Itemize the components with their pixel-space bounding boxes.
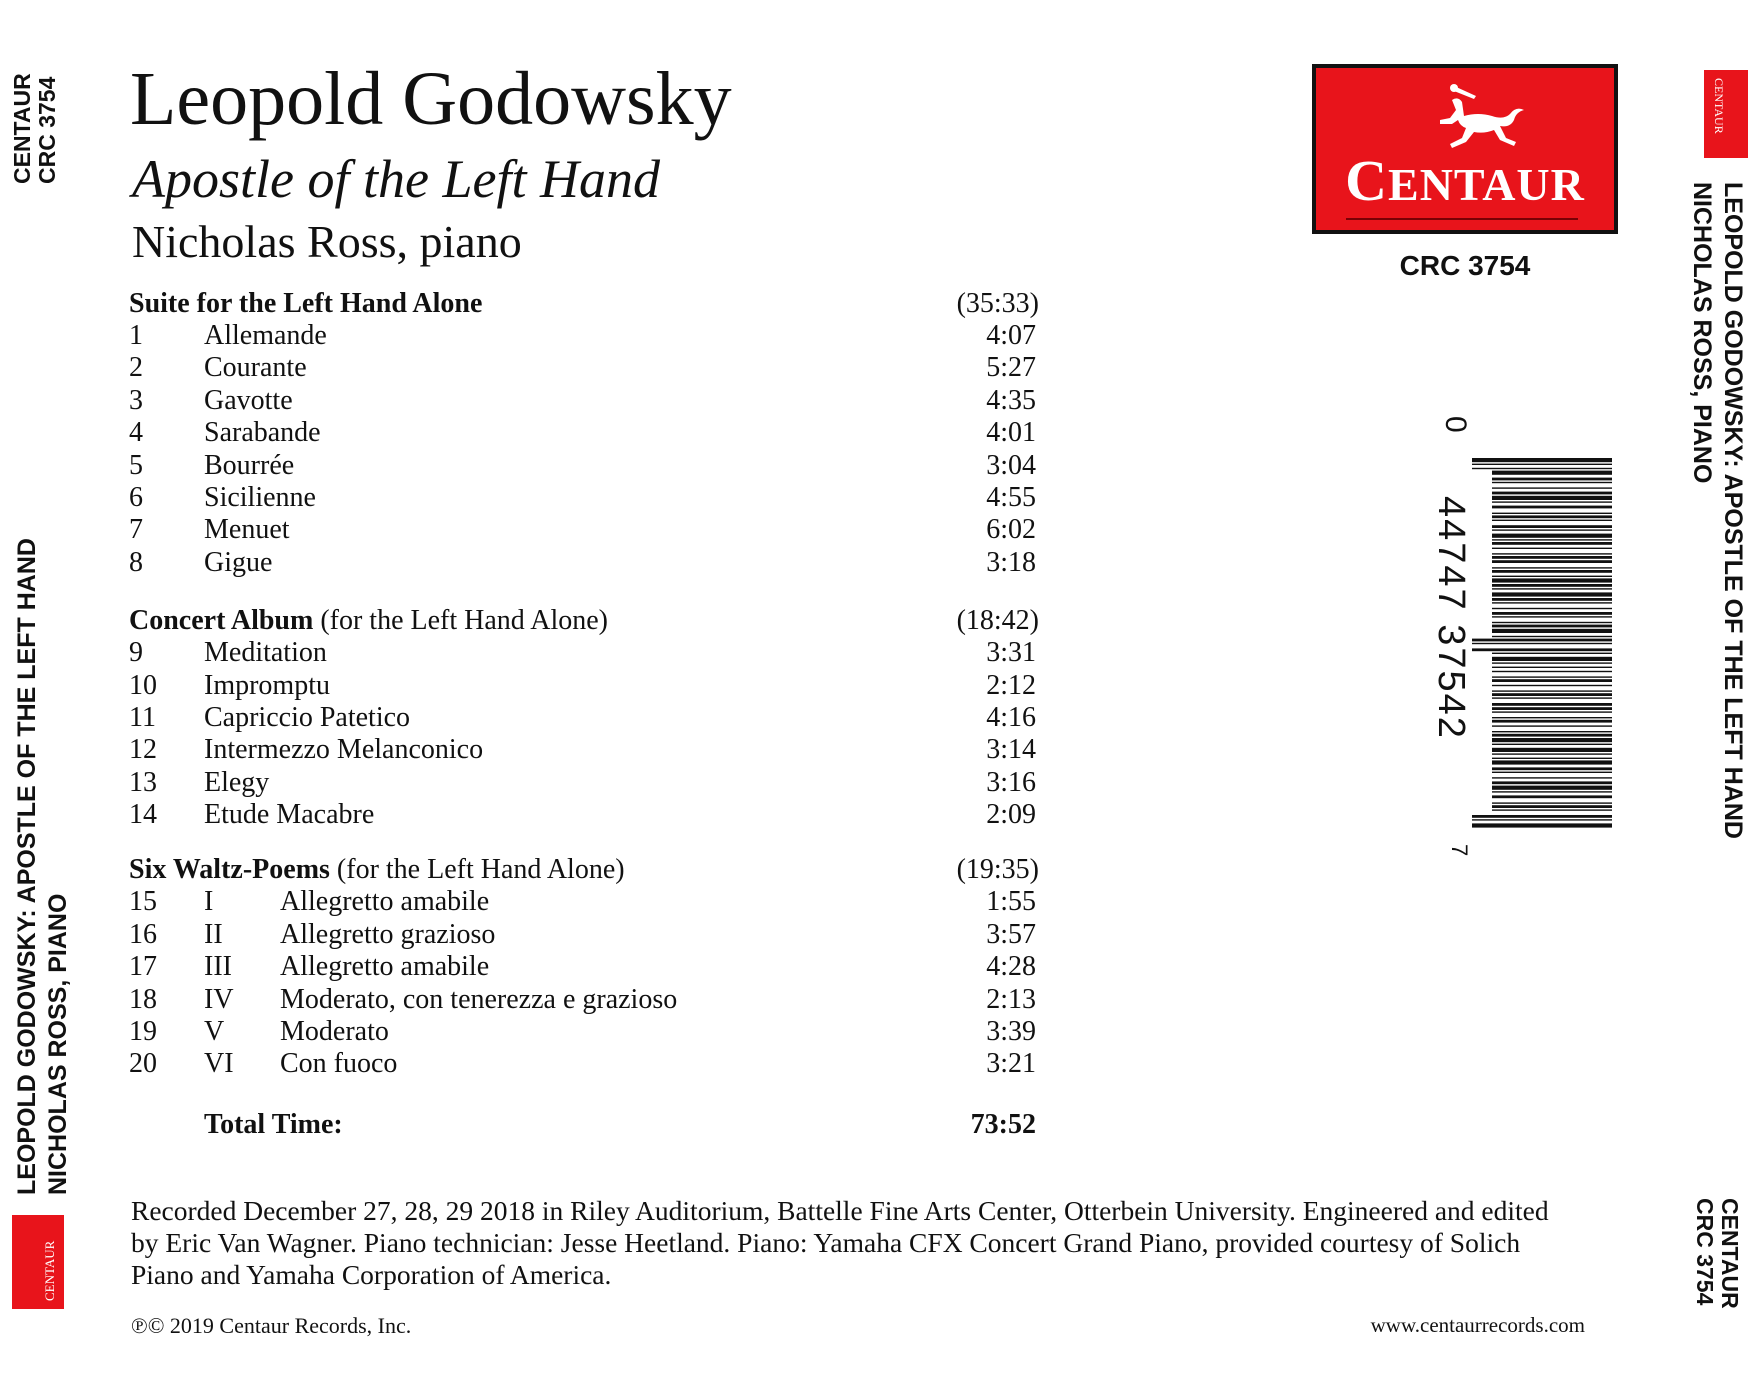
barcode-bar (1492, 548, 1612, 549)
barcode-bar (1492, 520, 1612, 521)
barcode-bar (1492, 744, 1612, 745)
track-title: Meditation (204, 637, 327, 669)
barcode-bar (1492, 534, 1612, 538)
track-duration: 4:28 (986, 951, 1036, 983)
track-title: Allegretto amabile (280, 951, 490, 983)
barcode-bar (1472, 819, 1612, 820)
concert-album-track-list (129, 637, 1039, 831)
track-roman: I (204, 886, 214, 918)
barcode-bar (1492, 697, 1612, 698)
logo-initial: C (1345, 148, 1389, 213)
track-title: Capriccio Patetico (204, 701, 411, 733)
barcode-bar (1492, 711, 1612, 712)
track-number: 8 (129, 546, 143, 578)
barcode-bar (1492, 622, 1612, 623)
barcode-bar (1492, 578, 1612, 582)
spine-left-title-line2: NICHOLAS ROSS, PIANO (44, 893, 72, 1195)
track-number: 18 (129, 983, 157, 1015)
performer: Nicholas Ross, piano (132, 216, 522, 267)
barcode-bar (1492, 662, 1612, 663)
barcode-bar (1492, 539, 1612, 540)
total-time-label: Total Time: (204, 1108, 343, 1140)
track-number: 11 (129, 701, 156, 733)
total-time-row (129, 1107, 1039, 1143)
track-row (129, 734, 1039, 766)
track-title: Courante (204, 352, 307, 384)
track-row (129, 385, 1039, 417)
barcode-bar (1492, 653, 1612, 654)
track-number: 15 (129, 886, 157, 918)
track-row (129, 702, 1039, 734)
barcode-bar (1492, 515, 1612, 518)
track-duration: 4:35 (986, 384, 1036, 416)
track-row (129, 1016, 1039, 1048)
barcode-bar (1492, 795, 1612, 798)
barcode-bar (1492, 809, 1612, 810)
waltz-heading (129, 853, 1039, 886)
track-roman: III (204, 951, 232, 983)
centaur-logo (1312, 64, 1618, 234)
barcode-bar (1492, 667, 1612, 668)
barcode-bar (1472, 823, 1612, 827)
track-duration: 1:55 (986, 886, 1036, 918)
concert-album-heading (129, 604, 1039, 637)
spine-left-catalog (10, 73, 60, 184)
barcode-bar (1492, 576, 1612, 577)
barcode-bar (1492, 612, 1612, 615)
barcode-bar (1492, 805, 1612, 808)
waltz-heading-text (129, 853, 625, 886)
track-number: 4 (129, 417, 143, 449)
barcode-bar (1492, 748, 1612, 752)
track-duration: 4:16 (986, 701, 1036, 733)
track-row (129, 919, 1039, 951)
logo-underline (1346, 218, 1578, 220)
barcode-bar (1492, 690, 1612, 691)
spine-right-catalog-number: CRC 3754 (1692, 1198, 1718, 1306)
barcode-bar (1492, 506, 1612, 509)
barcode-bar (1492, 608, 1612, 609)
barcode-bar (1472, 458, 1612, 462)
track-title: Gavotte (204, 384, 293, 416)
track-title: Impromptu (204, 669, 330, 701)
track-roman: IV (204, 983, 234, 1015)
barcode-bar (1492, 760, 1612, 764)
recording-notes: Recorded December 27, 28, 29 2018 in Riley Auditorium, Battelle Fine Arts Center, Otterbein University. Engineered and edited by Eric Van Wagner. Piano technician: Jesse Heetland. Piano: Yamaha CFX Concert Grand Piano, provided courtesy of Solich Piano and Yamaha Corporation of America. (131, 1195, 1549, 1290)
barcode-bar (1492, 513, 1612, 514)
track-duration: 6:02 (986, 514, 1036, 546)
barcode-bar (1492, 703, 1612, 706)
logo-rest: ENTAUR (1388, 159, 1585, 210)
barcode-bar (1492, 487, 1612, 488)
barcode-bar (1492, 616, 1612, 617)
concert-album-heading-text (129, 604, 608, 637)
barcode-bar (1492, 592, 1612, 596)
track-title: Bourrée (204, 449, 295, 481)
concert-album-title: Concert Album (129, 605, 314, 637)
barcode-bar (1492, 676, 1612, 677)
barcode-bar (1492, 725, 1612, 726)
barcode-bar (1472, 468, 1612, 469)
spine-left-catalog-number: CRC 3754 (34, 76, 60, 184)
track-row (129, 670, 1039, 702)
track-row (129, 482, 1039, 514)
track-title: Allegretto grazioso (280, 918, 496, 950)
track-duration: 2:12 (986, 669, 1036, 701)
track-row (129, 450, 1039, 482)
track-duration: 3:39 (986, 1016, 1036, 1048)
barcode-bar (1492, 584, 1612, 587)
barcode-bar (1492, 471, 1612, 475)
logo-background (1316, 68, 1614, 230)
waltz-track-list (129, 886, 1039, 1080)
track-duration: 3:14 (986, 734, 1036, 766)
album-title: Apostle of the Left Hand (132, 149, 660, 209)
concert-album-duration: (18:42) (956, 605, 1039, 637)
track-duration: 3:16 (986, 766, 1036, 798)
barcode-bar (1492, 496, 1612, 500)
barcode-bar (1492, 717, 1612, 718)
track-number: 6 (129, 481, 143, 513)
track-row (129, 951, 1039, 983)
track-row (129, 984, 1039, 1016)
spine-right-label: CENTAUR (1717, 1198, 1743, 1309)
barcode (1430, 416, 1612, 860)
spine-right-catalog (1692, 1198, 1742, 1309)
track-title: Menuet (204, 514, 290, 546)
track-title: Etude Macabre (204, 799, 375, 831)
waltz-title: Six Waltz-Poems (129, 854, 330, 886)
spine-right-title (1686, 182, 1748, 839)
track-row (129, 514, 1039, 546)
barcode-bar (1492, 753, 1612, 754)
barcode-bar (1472, 464, 1612, 465)
barcode-bar (1472, 648, 1612, 651)
track-title: Intermezzo Melanconico (204, 734, 484, 766)
barcode-bar (1492, 529, 1612, 530)
composer-name: Leopold Godowsky (130, 57, 732, 141)
spine-right-mini-logo (1704, 70, 1748, 158)
spine-left-title-line1: LEOPOLD GODOWSKY: APOSTLE OF THE LEFT HAND (13, 538, 41, 1195)
track-duration: 3:31 (986, 637, 1036, 669)
waltz-duration: (19:35) (956, 854, 1039, 886)
track-duration: 3:21 (986, 1048, 1036, 1080)
barcode-bar (1492, 707, 1612, 710)
barcode-digits: 44747 37542 (1430, 496, 1472, 740)
barcode-bar (1492, 553, 1612, 554)
barcode-bar (1472, 643, 1612, 644)
barcode-bar (1492, 629, 1612, 633)
track-number: 16 (129, 918, 157, 950)
barcode-bar (1492, 772, 1612, 773)
track-number: 1 (129, 320, 143, 351)
barcode-bar (1492, 560, 1612, 563)
track-duration: 3:57 (986, 918, 1036, 950)
track-row (129, 886, 1039, 918)
track-duration: 3:04 (986, 449, 1036, 481)
spine-left-title (12, 538, 74, 1195)
website-link[interactable]: www.centaurrecords.com (1370, 1313, 1585, 1337)
track-title: Moderato (280, 1016, 389, 1048)
barcode-bar (1492, 781, 1612, 784)
track-number: 14 (129, 799, 157, 831)
track-row (129, 799, 1039, 831)
track-row (129, 417, 1039, 449)
track-roman: VI (204, 1048, 234, 1080)
barcode-bar (1492, 786, 1612, 790)
barcode-bar (1492, 657, 1612, 661)
barcode-bar (1472, 815, 1612, 818)
track-title: Allegretto amabile (280, 886, 490, 918)
barcode-digit-top: 0 (1439, 416, 1472, 433)
logo-wordmark (1316, 147, 1614, 214)
barcode-bars (1472, 458, 1612, 828)
barcode-bar (1492, 492, 1612, 495)
barcode-bar (1492, 671, 1612, 672)
track-number: 10 (129, 669, 157, 701)
spine-left-mini-logo (12, 1215, 64, 1309)
barcode-bar (1492, 693, 1612, 696)
track-number: 2 (129, 352, 143, 384)
barcode-bar (1492, 598, 1612, 601)
track-number: 20 (129, 1048, 157, 1080)
track-roman: V (204, 1016, 225, 1048)
copyright: ℗© 2019 Centaur Records, Inc. (131, 1313, 412, 1338)
suite-title: Suite for the Left Hand Alone (129, 288, 483, 319)
track-row (129, 1048, 1039, 1080)
track-duration: 2:09 (986, 799, 1036, 831)
barcode-bar (1492, 570, 1612, 573)
track-title: Allemande (204, 320, 327, 351)
track-title: Gigue (204, 546, 273, 578)
barcode-bar (1492, 731, 1612, 732)
track-row (129, 637, 1039, 669)
track-number: 7 (129, 514, 143, 546)
spine-left-label: CENTAUR (9, 73, 35, 184)
track-row (129, 320, 1039, 352)
barcode-bar (1492, 685, 1612, 686)
concert-album-subtitle: (for the Left Hand Alone) (320, 605, 608, 637)
barcode-bar (1492, 478, 1612, 481)
barcode-bar (1492, 525, 1612, 528)
barcode-bar (1492, 791, 1612, 792)
track-title: Sarabande (204, 417, 321, 449)
barcode-bar (1472, 639, 1612, 642)
track-title: Moderato, con tenerezza e grazioso (280, 983, 678, 1015)
suite-heading (129, 287, 1039, 320)
track-duration: 5:27 (986, 352, 1036, 384)
spine-right-title-line1: LEOPOLD GODOWSKY: APOSTLE OF THE LEFT HAND (1719, 182, 1747, 839)
barcode-bar (1492, 738, 1612, 742)
barcode-bar (1492, 588, 1612, 589)
barcode-digit-bottom: 7 (1447, 844, 1472, 857)
barcode-bar (1492, 602, 1612, 603)
track-title: Elegy (204, 766, 270, 798)
track-duration: 4:01 (986, 417, 1036, 449)
barcode-bar (1492, 767, 1612, 770)
barcode-bar (1492, 636, 1612, 637)
track-duration: 2:13 (986, 983, 1036, 1015)
suite-track-list (129, 320, 1039, 579)
track-duration: 4:55 (986, 481, 1036, 513)
track-duration: 4:07 (986, 320, 1036, 351)
barcode-bar (1492, 567, 1612, 568)
barcode-bar (1492, 542, 1612, 545)
spine-right-title-line2: NICHOLAS ROSS, PIANO (1688, 182, 1716, 484)
track-title: Sicilienne (204, 481, 316, 513)
track-number: 5 (129, 449, 143, 481)
track-number: 12 (129, 734, 157, 766)
track-roman: II (204, 918, 223, 950)
track-title: Con fuoco (280, 1048, 398, 1080)
waltz-subtitle: (for the Left Hand Alone) (336, 854, 625, 886)
track-number: 13 (129, 766, 157, 798)
track-row (129, 352, 1039, 384)
track-row (129, 767, 1039, 799)
suite-duration: (35:33) (956, 288, 1039, 319)
track-number: 3 (129, 384, 143, 416)
spine-right-mini-logo-text: CENTAUR (1712, 78, 1726, 134)
tracklist (129, 287, 1039, 1143)
catalog-number: CRC 3754 (1399, 250, 1531, 281)
barcode-bar (1492, 734, 1612, 737)
barcode-bar (1492, 758, 1612, 759)
track-number: 17 (129, 951, 157, 983)
barcode-bar (1492, 482, 1612, 483)
barcode-bar (1492, 679, 1612, 682)
total-time-value: 73:52 (970, 1108, 1036, 1140)
track-number: 19 (129, 1016, 157, 1048)
track-number: 9 (129, 637, 143, 669)
barcode-bar (1492, 501, 1612, 502)
barcode-bar (1492, 625, 1612, 628)
barcode-bar (1492, 720, 1612, 723)
barcode-bar (1492, 802, 1612, 803)
barcode-bar (1492, 556, 1612, 559)
spine-left-mini-logo-text: CENTAUR (42, 1240, 57, 1301)
track-row (129, 547, 1039, 579)
track-duration: 3:18 (986, 546, 1036, 578)
barcode-bar (1492, 777, 1612, 778)
